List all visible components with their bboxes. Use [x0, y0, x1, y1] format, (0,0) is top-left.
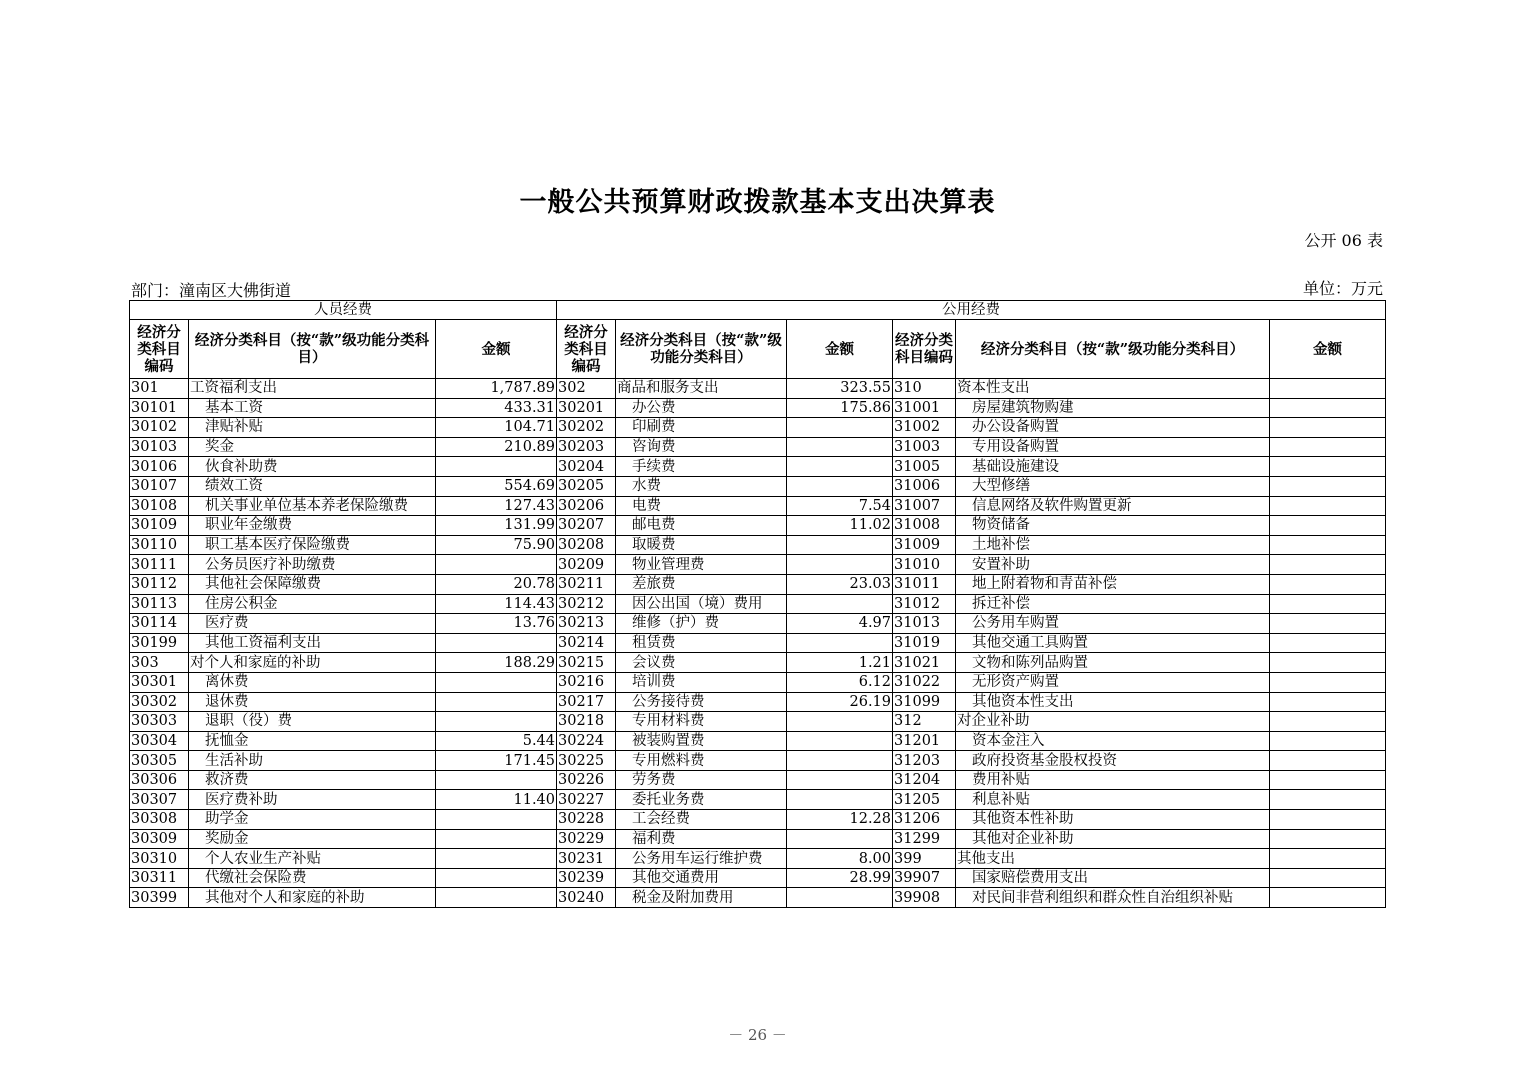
cell-name: 对企业补助	[956, 712, 1270, 732]
cell-name: 水费	[616, 476, 787, 496]
cell-amount	[436, 555, 557, 575]
cell-code: 30205	[557, 476, 616, 496]
cell-name: 文物和陈列品购置	[956, 653, 1270, 673]
cell-name: 专用设备购置	[956, 437, 1270, 457]
cell-amount	[787, 594, 893, 614]
cell-code: 30308	[130, 810, 189, 830]
cell-code: 30305	[130, 751, 189, 771]
page-number: － 26 －	[728, 1026, 787, 1044]
cell-code: 39908	[893, 888, 956, 908]
cell-code: 31299	[893, 829, 956, 849]
cell-amount	[1270, 868, 1386, 888]
cell-amount	[1270, 849, 1386, 869]
cell-name: 其他工资福利支出	[189, 633, 436, 653]
table-row	[130, 594, 1386, 614]
cell-code: 31205	[893, 790, 956, 810]
cell-name: 抚恤金	[189, 731, 436, 751]
cell-amount: 188.29	[436, 653, 557, 673]
cell-code: 30202	[557, 418, 616, 438]
cell-code: 30206	[557, 496, 616, 516]
cell-amount: 4.97	[787, 614, 893, 634]
cell-code: 30212	[557, 594, 616, 614]
table-row	[130, 731, 1386, 751]
cell-code: 31019	[893, 633, 956, 653]
cell-name: 邮电费	[616, 516, 787, 536]
table-row	[130, 398, 1386, 418]
cell-code: 31012	[893, 594, 956, 614]
cell-code: 30231	[557, 849, 616, 869]
cell-name: 个人农业生产补贴	[189, 849, 436, 869]
cell-code: 30114	[130, 614, 189, 634]
col-header-code: 经济分类科目编码	[893, 320, 956, 379]
table-row	[130, 829, 1386, 849]
cell-code: 30309	[130, 829, 189, 849]
cell-name: 资本金注入	[956, 731, 1270, 751]
cell-amount: 1,787.89	[436, 379, 557, 399]
table-row	[130, 692, 1386, 712]
table-row	[130, 888, 1386, 908]
cell-code: 30112	[130, 574, 189, 594]
cell-code: 30239	[557, 868, 616, 888]
cell-code: 30207	[557, 516, 616, 536]
cell-amount: 20.78	[436, 574, 557, 594]
cell-code: 30213	[557, 614, 616, 634]
cell-amount: 127.43	[436, 496, 557, 516]
cell-amount: 11.02	[787, 516, 893, 536]
cell-code: 30215	[557, 653, 616, 673]
cell-code: 30109	[130, 516, 189, 536]
table-row	[130, 849, 1386, 869]
cell-amount: 175.86	[787, 398, 893, 418]
cell-amount	[787, 731, 893, 751]
cell-name: 被装购置费	[616, 731, 787, 751]
cell-code: 30110	[130, 535, 189, 555]
cell-name: 职工基本医疗保险缴费	[189, 535, 436, 555]
cell-amount: 11.40	[436, 790, 557, 810]
cell-amount	[1270, 692, 1386, 712]
cell-amount: 6.12	[787, 672, 893, 692]
cell-amount	[1270, 496, 1386, 516]
cell-name: 退休费	[189, 692, 436, 712]
cell-name: 救济费	[189, 770, 436, 790]
table-row	[130, 614, 1386, 634]
cell-name: 地上附着物和青苗补偿	[956, 574, 1270, 594]
cell-amount: 104.71	[436, 418, 557, 438]
cell-code: 31009	[893, 535, 956, 555]
cell-code: 30211	[557, 574, 616, 594]
unit-label: 单位：万元	[1302, 279, 1383, 298]
cell-name: 政府投资基金股权投资	[956, 751, 1270, 771]
col-header-name: 经济分类科目（按“款”级功能分类科目）	[616, 320, 787, 379]
cell-name: 资本性支出	[956, 379, 1270, 399]
col-header-code: 经济分类科目编码	[130, 320, 189, 379]
col-header-name: 经济分类科目（按“款”级功能分类科目）	[956, 320, 1270, 379]
cell-name: 咨询费	[616, 437, 787, 457]
cell-amount: 1.21	[787, 653, 893, 673]
cell-name: 其他交通工具购置	[956, 633, 1270, 653]
cell-code: 30204	[557, 457, 616, 477]
table-row	[130, 555, 1386, 575]
table-row	[130, 535, 1386, 555]
table-row	[130, 516, 1386, 536]
cell-name: 其他社会保障缴费	[189, 574, 436, 594]
col-header-code: 经济分类科目编码	[557, 320, 616, 379]
cell-code: 31203	[893, 751, 956, 771]
cell-code: 30310	[130, 849, 189, 869]
cell-name: 公务接待费	[616, 692, 787, 712]
table-row	[130, 476, 1386, 496]
cell-amount	[787, 437, 893, 457]
cell-name: 工资福利支出	[189, 379, 436, 399]
table-row	[130, 437, 1386, 457]
cell-amount	[436, 672, 557, 692]
cell-amount	[787, 712, 893, 732]
cell-amount	[1270, 829, 1386, 849]
table-row	[130, 712, 1386, 732]
cell-name: 机关事业单位基本养老保险缴费	[189, 496, 436, 516]
cell-amount	[1270, 457, 1386, 477]
cell-name: 物资储备	[956, 516, 1270, 536]
cell-code: 31003	[893, 437, 956, 457]
cell-code: 30218	[557, 712, 616, 732]
cell-code: 30113	[130, 594, 189, 614]
cell-amount	[1270, 712, 1386, 732]
cell-amount	[1270, 751, 1386, 771]
col-header-name: 经济分类科目（按“款”级功能分类科目）	[189, 320, 436, 379]
cell-code: 301	[130, 379, 189, 399]
cell-name: 奖金	[189, 437, 436, 457]
cell-name: 专用材料费	[616, 712, 787, 732]
cell-amount	[787, 457, 893, 477]
cell-name: 房屋建筑物购建	[956, 398, 1270, 418]
cell-code: 30304	[130, 731, 189, 751]
cell-code: 31002	[893, 418, 956, 438]
cell-code: 30208	[557, 535, 616, 555]
cell-code: 39907	[893, 868, 956, 888]
cell-amount: 210.89	[436, 437, 557, 457]
cell-amount	[1270, 731, 1386, 751]
cell-name: 印刷费	[616, 418, 787, 438]
cell-code: 30302	[130, 692, 189, 712]
page-title: 一般公共预算财政拨款基本支出决算表	[519, 187, 996, 218]
cell-code: 31206	[893, 810, 956, 830]
cell-name: 劳务费	[616, 770, 787, 790]
cell-amount	[436, 888, 557, 908]
cell-name: 维修（护）费	[616, 614, 787, 634]
cell-name: 手续费	[616, 457, 787, 477]
cell-name: 伙食补助费	[189, 457, 436, 477]
cell-code: 30101	[130, 398, 189, 418]
cell-code: 30226	[557, 770, 616, 790]
cell-amount	[1270, 888, 1386, 908]
cell-name: 代缴社会保险费	[189, 868, 436, 888]
cell-amount	[1270, 476, 1386, 496]
cell-amount: 75.90	[436, 535, 557, 555]
cell-code: 30224	[557, 731, 616, 751]
cell-name: 退职（役）费	[189, 712, 436, 732]
cell-amount: 28.99	[787, 868, 893, 888]
col-header-amount: 金额	[787, 320, 893, 379]
cell-amount: 23.03	[787, 574, 893, 594]
cell-name: 离休费	[189, 672, 436, 692]
cell-code: 399	[893, 849, 956, 869]
cell-amount	[436, 770, 557, 790]
cell-code: 30306	[130, 770, 189, 790]
cell-code: 30102	[130, 418, 189, 438]
cell-code: 30107	[130, 476, 189, 496]
cell-name: 对民间非营利组织和群众性自治组织补贴	[956, 888, 1270, 908]
cell-name: 土地补偿	[956, 535, 1270, 555]
cell-code: 30399	[130, 888, 189, 908]
cell-name: 安置补助	[956, 555, 1270, 575]
cell-name: 其他资本性补助	[956, 810, 1270, 830]
cell-amount: 114.43	[436, 594, 557, 614]
table-row	[130, 810, 1386, 830]
cell-name: 物业管理费	[616, 555, 787, 575]
cell-amount: 131.99	[436, 516, 557, 536]
cell-amount	[787, 829, 893, 849]
cell-code: 30227	[557, 790, 616, 810]
cell-name: 公务员医疗补助缴费	[189, 555, 436, 575]
cell-amount: 8.00	[787, 849, 893, 869]
group-header-personnel: 人员经费	[130, 301, 557, 320]
cell-amount	[1270, 672, 1386, 692]
cell-amount	[436, 849, 557, 869]
table-code: 公开 06 表	[1304, 231, 1383, 250]
cell-name: 因公出国（境）费用	[616, 594, 787, 614]
cell-name: 利息补贴	[956, 790, 1270, 810]
cell-code: 30106	[130, 457, 189, 477]
cell-amount	[787, 476, 893, 496]
cell-code: 31006	[893, 476, 956, 496]
cell-amount	[1270, 790, 1386, 810]
cell-name: 医疗费补助	[189, 790, 436, 810]
cell-amount	[436, 633, 557, 653]
cell-name: 培训费	[616, 672, 787, 692]
cell-code: 30240	[557, 888, 616, 908]
cell-name: 商品和服务支出	[616, 379, 787, 399]
cell-code: 31001	[893, 398, 956, 418]
cell-amount	[1270, 418, 1386, 438]
cell-code: 303	[130, 653, 189, 673]
cell-amount	[436, 692, 557, 712]
cell-code: 31021	[893, 653, 956, 673]
cell-name: 基本工资	[189, 398, 436, 418]
cell-amount	[436, 868, 557, 888]
cell-code: 30103	[130, 437, 189, 457]
cell-code: 30199	[130, 633, 189, 653]
cell-name: 专用燃料费	[616, 751, 787, 771]
cell-amount: 13.76	[436, 614, 557, 634]
cell-code: 31010	[893, 555, 956, 575]
col-header-amount: 金额	[436, 320, 557, 379]
cell-amount: 12.28	[787, 810, 893, 830]
cell-name: 津贴补贴	[189, 418, 436, 438]
cell-name: 其他对个人和家庭的补助	[189, 888, 436, 908]
cell-amount	[1270, 379, 1386, 399]
table-body	[130, 379, 1386, 908]
cell-code: 30228	[557, 810, 616, 830]
cell-name: 其他对企业补助	[956, 829, 1270, 849]
cell-amount	[787, 555, 893, 575]
cell-amount: 323.55	[787, 379, 893, 399]
table-row	[130, 457, 1386, 477]
cell-code: 30303	[130, 712, 189, 732]
cell-code: 31005	[893, 457, 956, 477]
cell-code: 31013	[893, 614, 956, 634]
cell-name: 基础设施建设	[956, 457, 1270, 477]
cell-amount: 26.19	[787, 692, 893, 712]
cell-amount	[787, 535, 893, 555]
cell-amount	[436, 829, 557, 849]
cell-amount	[787, 770, 893, 790]
cell-amount	[436, 457, 557, 477]
cell-amount	[787, 888, 893, 908]
cell-code: 30108	[130, 496, 189, 516]
cell-name: 租赁费	[616, 633, 787, 653]
cell-amount	[1270, 810, 1386, 830]
cell-code: 30216	[557, 672, 616, 692]
cell-code: 31008	[893, 516, 956, 536]
cell-name: 办公设备购置	[956, 418, 1270, 438]
table-row	[130, 653, 1386, 673]
cell-name: 奖励金	[189, 829, 436, 849]
cell-code: 30307	[130, 790, 189, 810]
cell-amount	[1270, 437, 1386, 457]
cell-code: 31099	[893, 692, 956, 712]
cell-name: 国家赔偿费用支出	[956, 868, 1270, 888]
cell-amount: 5.44	[436, 731, 557, 751]
cell-amount	[1270, 614, 1386, 634]
cell-amount	[1270, 555, 1386, 575]
cell-name: 助学金	[189, 810, 436, 830]
cell-name: 其他支出	[956, 849, 1270, 869]
cell-code: 30301	[130, 672, 189, 692]
cell-amount: 171.45	[436, 751, 557, 771]
cell-name: 其他交通费用	[616, 868, 787, 888]
cell-code: 31204	[893, 770, 956, 790]
table-row	[130, 379, 1386, 399]
cell-name: 拆迁补偿	[956, 594, 1270, 614]
cell-amount: 433.31	[436, 398, 557, 418]
cell-code: 30229	[557, 829, 616, 849]
table-row	[130, 770, 1386, 790]
cell-name: 取暖费	[616, 535, 787, 555]
cell-name: 电费	[616, 496, 787, 516]
cell-code: 312	[893, 712, 956, 732]
cell-name: 对个人和家庭的补助	[189, 653, 436, 673]
cell-name: 大型修缮	[956, 476, 1270, 496]
cell-code: 30225	[557, 751, 616, 771]
table-row	[130, 672, 1386, 692]
col-header-amount: 金额	[1270, 320, 1386, 379]
cell-amount	[1270, 535, 1386, 555]
cell-amount	[787, 790, 893, 810]
cell-code: 30311	[130, 868, 189, 888]
cell-name: 信息网络及软件购置更新	[956, 496, 1270, 516]
cell-amount: 554.69	[436, 476, 557, 496]
table-row	[130, 868, 1386, 888]
cell-amount	[1270, 398, 1386, 418]
cell-amount	[1270, 770, 1386, 790]
cell-name: 委托业务费	[616, 790, 787, 810]
cell-code: 31022	[893, 672, 956, 692]
table-row	[130, 633, 1386, 653]
cell-name: 医疗费	[189, 614, 436, 634]
table-row	[130, 496, 1386, 516]
cell-code: 31007	[893, 496, 956, 516]
cell-code: 30111	[130, 555, 189, 575]
cell-amount	[1270, 516, 1386, 536]
cell-name: 差旅费	[616, 574, 787, 594]
cell-name: 福利费	[616, 829, 787, 849]
cell-code: 30203	[557, 437, 616, 457]
cell-amount	[787, 751, 893, 771]
cell-code: 30201	[557, 398, 616, 418]
cell-amount	[787, 633, 893, 653]
cell-name: 办公费	[616, 398, 787, 418]
cell-name: 住房公积金	[189, 594, 436, 614]
cell-amount	[1270, 594, 1386, 614]
cell-name: 费用补贴	[956, 770, 1270, 790]
cell-name: 会议费	[616, 653, 787, 673]
cell-code: 31201	[893, 731, 956, 751]
cell-name: 工会经费	[616, 810, 787, 830]
table-row	[130, 751, 1386, 771]
cell-code: 310	[893, 379, 956, 399]
cell-code: 31011	[893, 574, 956, 594]
cell-amount	[1270, 574, 1386, 594]
cell-amount: 7.54	[787, 496, 893, 516]
cell-name: 税金及附加费用	[616, 888, 787, 908]
cell-code: 30209	[557, 555, 616, 575]
cell-name: 无形资产购置	[956, 672, 1270, 692]
group-header-public: 公用经费	[557, 301, 1386, 320]
expenditure-table	[129, 300, 1386, 908]
cell-name: 职业年金缴费	[189, 516, 436, 536]
table-row	[130, 574, 1386, 594]
cell-code: 30217	[557, 692, 616, 712]
cell-amount	[436, 810, 557, 830]
cell-name: 绩效工资	[189, 476, 436, 496]
table-row	[130, 418, 1386, 438]
cell-name: 其他资本性支出	[956, 692, 1270, 712]
cell-amount	[436, 712, 557, 732]
cell-name: 公务用车购置	[956, 614, 1270, 634]
table-row	[130, 790, 1386, 810]
cell-code: 30214	[557, 633, 616, 653]
cell-amount	[1270, 653, 1386, 673]
cell-name: 生活补助	[189, 751, 436, 771]
cell-amount	[787, 418, 893, 438]
cell-name: 公务用车运行维护费	[616, 849, 787, 869]
department-label: 部门：潼南区大佛街道	[131, 281, 292, 300]
cell-code: 302	[557, 379, 616, 399]
cell-amount	[1270, 633, 1386, 653]
